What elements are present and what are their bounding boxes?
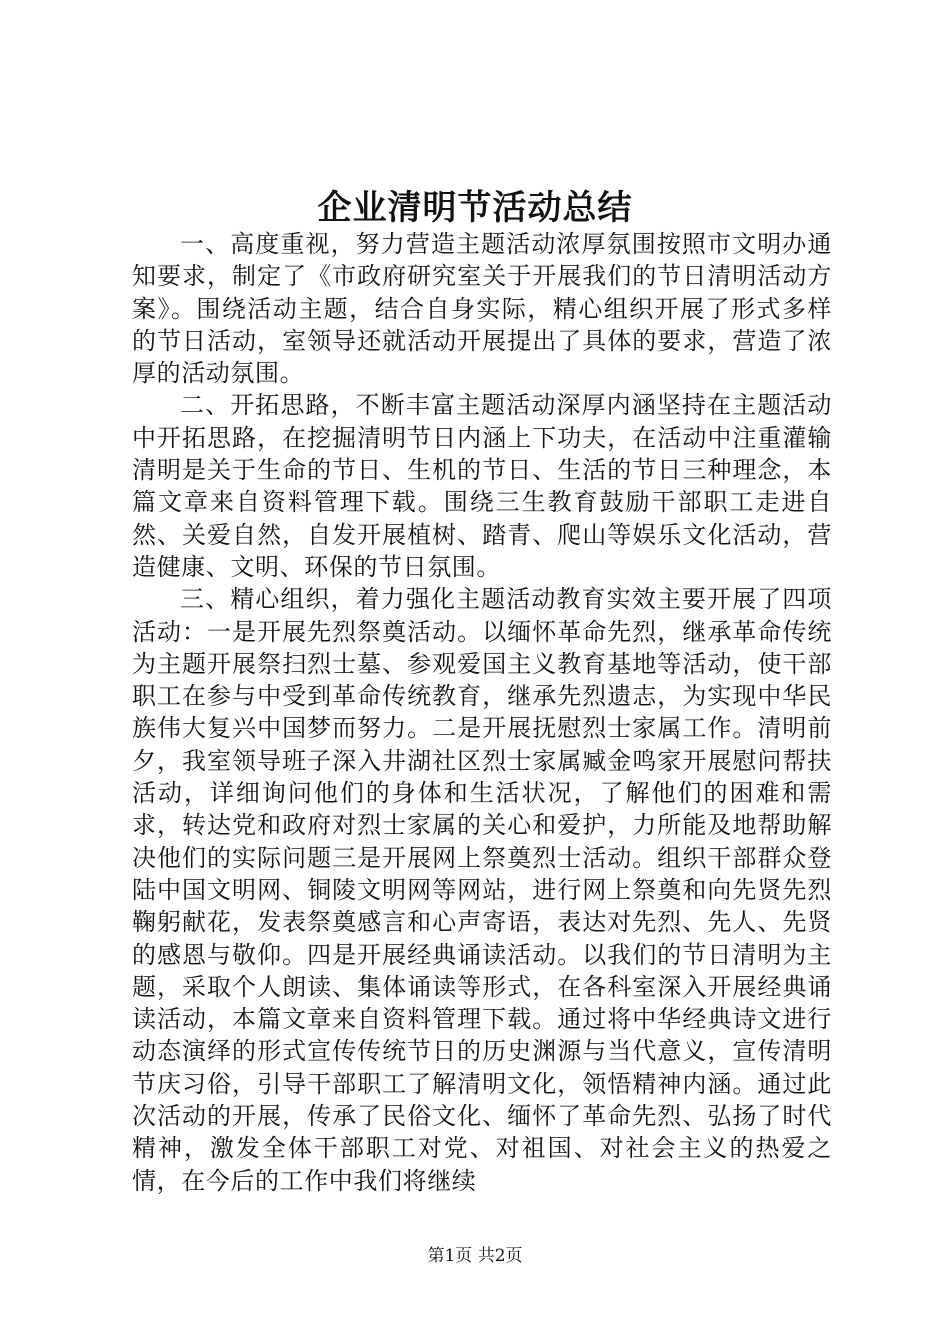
paragraph-1: 一、高度重视，努力营造主题活动浓厚氛围按照市文明办通知要求，制定了《市政府研究室关于开展我们的节日清明活动方案》。围绕活动主题，结合自身实际，精心组织开展了形式多样的节日活动，室领导还就活动开展提出了具体的要求，营造了浓厚的活动氛围。 bbox=[132, 230, 832, 388]
document-body bbox=[132, 228, 832, 1197]
document-title: 企业清明节活动总结 bbox=[317, 188, 633, 228]
paragraph-3: 三、精心组织，着力强化主题活动教育实效主要开展了四项活动：一是开展先烈祭奠活动。以缅怀革命先烈，继承革命传统为主题开展祭扫烈士墓、参观爱国主义教育基地等活动，使干部职工在参与中受到革命传统教育，继承先烈遗志，为实现中华民族伟大复兴中国梦而努力。二是开展抚慰烈士家属工作。清明前夕，我室领导班子深入井湖社区烈士家属臧金鸣家开展慰问帮扶活动，详细询问他们的身体和生活状况，了解他们的困难和需求，转达党和政府对烈士家属的关心和爱护，力所能及地帮助解决他们的实际问题三是开展网上祭奠烈士活动。组织干部群众登陆中国文明网、铜陵文明网等网站，进行网上祭奠和向先贤先烈鞠躬献花，发表祭奠感言和心声寄语，表达对先烈、先人、先贤的感恩与敬仰。四是开展经典诵读活动。以我们的节日清明为主题，采取个人朗读、集体诵读等形式，在各科室深入开展经典诵读活动，本篇文章来自资料管理下载。通过将中华经典诗文进行动态演绎的形式宣传传统节日的历史渊源与当代意义，宣传清明节庆习俗，引导干部职工了解清明文化，领悟精神内涵。通过此次活动的开展，传承了民俗文化、缅怀了革命先烈、弘扬了时代精神，激发全体干部职工对党、对祖国、对社会主义的热爱之情，在今后的工作中我们将继续 bbox=[132, 585, 832, 1195]
paragraph-2: 二、开拓思路，不断丰富主题活动深厚内涵坚持在主题活动中开拓思路，在挖掘清明节日内涵上下功夫，在活动中注重灌输清明是关于生命的节日、生机的节日、生活的节日三种理念，本篇文章来自资料管理下载。围绕三生教育鼓励干部职工走进自然、关爱自然，自发开展植树、踏青、爬山等娱乐文化活动，营造健康、文明、环保的节日氛围。 bbox=[132, 391, 832, 581]
page-number-footer: 第1页 共2页 bbox=[427, 1246, 523, 1266]
